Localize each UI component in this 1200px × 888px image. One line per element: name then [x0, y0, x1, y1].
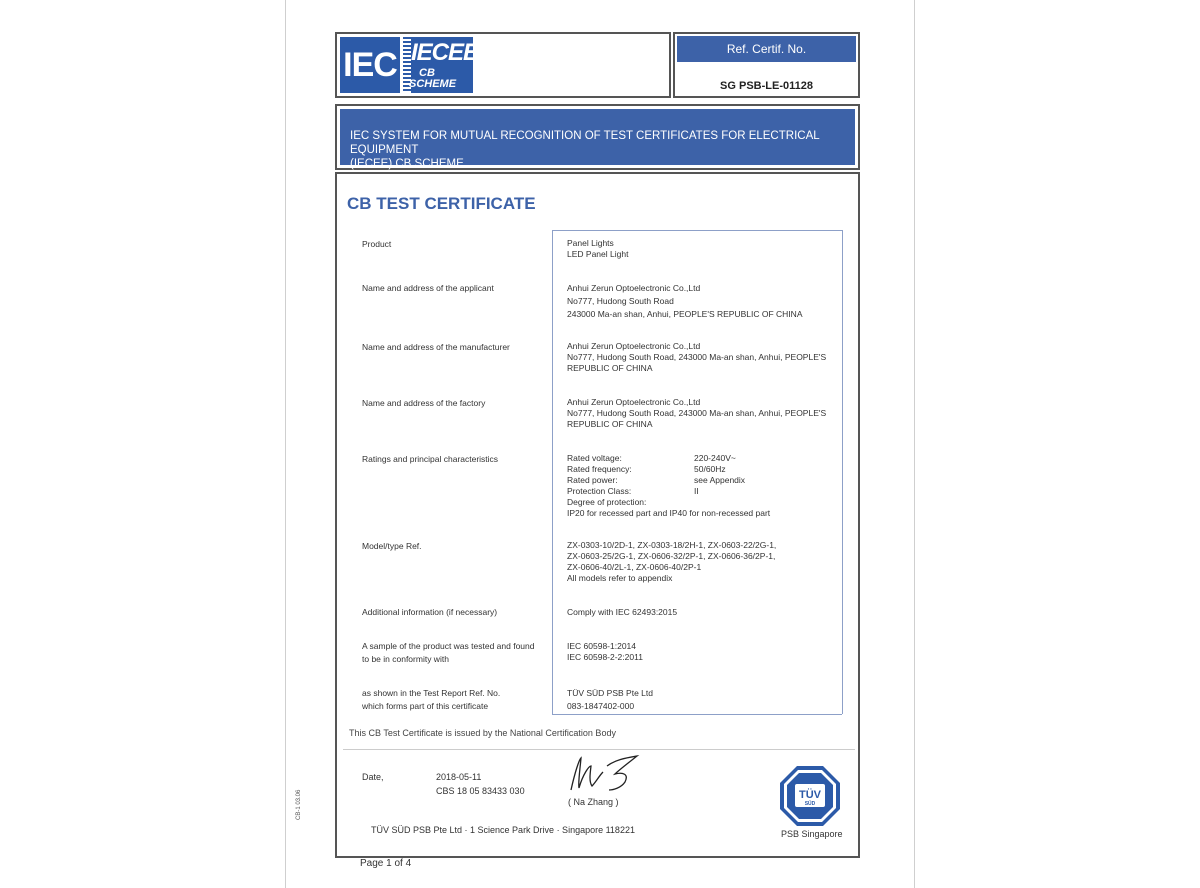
factory-value: Anhui Zerun Optoelectronic Co.,Ltd No777, Hudong South Road, 243000 Ma-an shan, Anhui, PEOPLE'S REPUBLIC OF CHINA: [567, 397, 827, 429]
table-border-top: [552, 230, 842, 231]
date-value: 2018-05-11: [436, 772, 482, 782]
issued-by-text: This CB Test Certificate is issued by the National Certification Body: [349, 728, 616, 738]
product-label: Product: [362, 239, 392, 249]
psb-singapore: PSB Singapore: [781, 829, 843, 839]
ratings-keys: Rated voltage: Rated frequency: Rated power: Protection Class: Degree of protection: IP20 for recessed part and IP40 for non-recessed part: [567, 453, 771, 518]
system-title-line1: IEC SYSTEM FOR MUTUAL RECOGNITION OF TEST CERTIFICATES FOR ELECTRICAL EQUIPMENT: [350, 130, 820, 156]
cbs-number: CBS 18 05 83433 030: [436, 786, 525, 796]
date-label: Date,: [362, 772, 384, 782]
svg-text:SÜD: SÜD: [804, 801, 816, 807]
iecee-cb-scheme-logo: IECEE CB SCHEME: [403, 37, 473, 93]
page-number: Page 1 of 4: [360, 858, 412, 869]
table-border-bottom: [552, 714, 842, 715]
applicant-label: Name and address of the applicant: [362, 283, 494, 293]
signature: [565, 752, 645, 794]
ref-certificate-box: [673, 32, 860, 98]
table-border-left: [552, 230, 553, 714]
model-value: ZX-0303-10/2D-1, ZX-0303-18/2H-1, ZX-0603-22/2G-1, ZX-0603-25/2G-1, ZX-0606-32/2P-1, ZX-0606-36/2P-1, ZX-0606-40/2L-1, ZX-0606-40/2P-1 All models refer to appendix: [567, 540, 777, 583]
tuv-logo: [779, 765, 841, 827]
signer-name: ( Na Zhang ): [568, 797, 619, 807]
side-code: CB-1 03.06: [296, 789, 302, 820]
system-title-box: [335, 104, 860, 170]
additional-label: Additional information (if necessary): [362, 607, 498, 617]
ratings-values: 220-240V~ 50/60Hz see Appendix II: [694, 453, 746, 496]
iec-logo: IEC: [340, 37, 400, 93]
model-label: Model/type Ref.: [362, 541, 422, 551]
applicant-value: Anhui Zerun Optoelectronic Co.,Ltd No777, Hudong South Road 243000 Ma-an shan, Anhui, PEOPLE'S REPUBLIC OF CHINA: [567, 283, 803, 319]
additional-value: Comply with IEC 62493:2015: [567, 607, 678, 617]
report-value: TÜV SÜD PSB Pte Ltd 083-1847402-000: [567, 688, 653, 711]
sample-value: IEC 60598-1:2014 IEC 60598-2-2:2011: [567, 641, 643, 662]
sample-label: A sample of the product was tested and found to be in conformity with: [362, 641, 535, 664]
product-value: Panel Lights LED Panel Light: [567, 238, 629, 259]
ratings-label: Ratings and principal characteristics: [362, 454, 499, 464]
system-title-line2: (IECEE) CB SCHEME: [350, 158, 464, 170]
table-border-right: [842, 230, 843, 714]
ref-number: SG PSB-LE-01128: [720, 80, 813, 92]
svg-text:TÜV: TÜV: [799, 789, 821, 801]
manufacturer-label: Name and address of the manufacturer: [362, 342, 510, 352]
logo-box: [335, 32, 671, 98]
divider: [343, 749, 855, 750]
report-label: as shown in the Test Report Ref. No. which forms part of this certificate: [362, 688, 501, 711]
ref-label: Ref. Certif. No.: [677, 36, 856, 62]
factory-label: Name and address of the factory: [362, 398, 486, 408]
address: TÜV SÜD PSB Pte Ltd · 1 Science Park Drive · Singapore 118221: [371, 825, 635, 835]
certificate-title: CB TEST CERTIFICATE: [347, 194, 536, 213]
manufacturer-value: Anhui Zerun Optoelectronic Co.,Ltd No777, Hudong South Road, 243000 Ma-an shan, Anhui, PEOPLE'S REPUBLIC OF CHINA: [567, 341, 827, 373]
